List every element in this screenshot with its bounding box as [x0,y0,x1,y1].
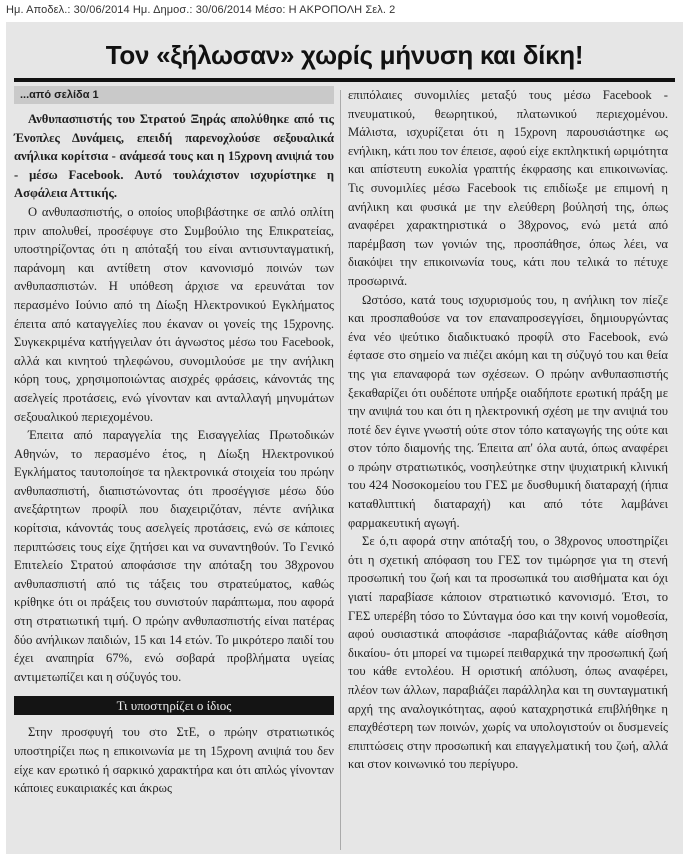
body-paragraph: Έπειτα από παραγγελία της Εισαγγελίας Πρωτοδικών Αθηνών, το περασμένο έτος, η Δίωξη Ηλεκτρονικού Εγκλήματος ταυτοποίησε τα ηλεκτρονικά στοιχεία του πρώην ανθυπασπιστή, διαπιστώνοντας ότι προσέγγισε μέσω δύο ανεξάρτητων προφίλ που διαχειριζόταν, πέντε ανήλικα κορίτσια, κάνοντάς τους ασελγείς προτάσεις, ενώ σε κάποιες περιπτώσεις τους είχε ζητήσει και να συναντηθούν. Το Γενικό Επιτελείο Στρατού αποφάσισε την απόταξη του 38χρονου ανθυπασπιστή από τις τάξεις του στρατεύματος, καθώς κρίθηκε ότι οι πράξεις του συνιστούν παράπτωμα, που αφορά στη στρατιωτική τιμή. Ο πρώην ανθυπασπιστής είναι πατέρας δύο ανήλικων παιδιών, 15 και 14 ετών. Το μικρότερο παιδί του έχει αναπηρία 67%, ενώ σοβαρά προβλήματα υγείας αντιμετωπίζει και η σύζυγός του. [14,428,334,684]
body-paragraph: Ο ανθυπασπιστής, ο οποίος υποβιβάστηκε σε απλό οπλίτη πριν απολυθεί, προσέφυγε στο Συμβούλιο της Επικρατείας, υποστηρίζοντας ότι η απόταξή του είναι αντισυνταγματική, παράνομη και αντίθετη στον κανονισμό ποινών των ανθυπασπιστών. Η υπόθεση άρχισε να ερευνάται τον περασμένο Ιούνιο από τη Δίωξη Ηλεκτρονικού Εγκλήματος έπειτα από καταγγελίες που έκαναν οι γονείς της 15χρονης. Συγκεκριμένα κατήγγειλαν ότι άγνωστος μέσω του Facebook, αλλά και κινητού τηλεφώνου, συνομιλούσε με την ανήλικη κόρη τους, χρησιμοποιώντας αισχρές φράσεις, κάνοντάς της ασελγείς προτάσεις, ενώ γίνονταν και ανταλλαγή μηνυμάτων σεξουαλικού περιεχομένου. [14,204,334,424]
section-subheading: Τι υποστηρίζει ο ίδιος [14,696,334,715]
column-divider [340,90,341,850]
article-title: Τον «ξήλωσαν» χωρίς μήνυση και δίκη! [105,40,584,70]
continued-from-label: ...από σελίδα 1 [14,86,334,104]
title-rule [14,78,675,82]
article-lead: Ανθυπασπιστής του Στρατού Ξηράς απολύθηκε από τις Ένοπλες Δυνάμεις, επειδή παρενοχλούσε σεξουαλικά ανήλικα κορίτσια - ανάμεσά τους και η 15χρονη ανιψιά του - μέσω Facebook. Αυτό τουλάχιστον ισχυρίστηκε η Ασφάλεια Αττικής. [14,112,334,201]
right-column [348,86,668,774]
body-paragraph: Ωστόσο, κατά τους ισχυρισμούς του, η ανήλικη τον πίεζε και προσπαθούσε να τον επαναπροσεγγίσει, δημιουργώντας ένα νέο ψεύτικο διαδικτυακό προφίλ στο Facebook, ενώ έφτασε στο σημείο να πιέζει ακόμη και τη σύζυγό του και θεία της για επαναφορά των σχέσεων. Ο πρώην ανθυπασπιστής ξεκαθαρίζει ότι ουδέποτε υπήρξε οιαδήποτε ερωτική πράξη με την ανιψιά του και ότι η ηλεκτρονική σχέση με την ανιψιά του ποτέ δεν έγινε γνωστή ούτε στον τόπο καταγωγής της ούτε και στον τόπο διαμονής της. Έπειτα απ' όλα αυτά, όπως αναφέρει ο πρώην στρατιωτικός, νοσηλεύτηκε στην ψυχιατρική κλινική του 424 Νοσοκομείου του ΓΕΣ με δυσθυμική διαταραχή (ήπια καταθλιπτική διαταραχή) και από τότε λαμβάνει φαρμακευτική αγωγή. [348,292,668,530]
newspaper-clipping [6,22,683,854]
body-paragraph: επιπόλαιες συνομιλίες μεταξύ τους μέσω Facebook - πνευματικού, θεωρητικού, πλατωνικού περιεχομένου. Μάλιστα, ισχυρίζεται ότι η 15χρονη παρουσιάστηκε ως ενήλικη, κάτι που τον έπεισε, αφού είχε εκπληκτική ωριμότητα και απίστευτη ευκολία γραπτής έκφρασης και επικοινωνίας. Τις συνομιλίες μέσω Facebook τις επιδίωξε με επιμονή η ανήλικη και φυσικά με την ελεύθερη βούλησή της, όπως αναφέρει χαρακτηριστικά ο 38χρονος, ενώ μετά από παρέμβαση των γονιών της, προσπάθησε, όπως λέει, να διακόψει την επικοινωνία τους, κάτι που τελικά το πέτυχε προσωρινά. [348,88,668,288]
left-column [14,86,334,798]
body-paragraph: Σε ό,τι αφορά στην απόταξή του, ο 38χρονος υποστηρίζει ότι η σχετική απόφαση του ΓΕΣ τον τιμώρησε για τη στενή προσωπική του ζωή και τα προσωπικά του αισθήματα και όχι γιατί παραβίασε κάποιον στρατιωτικό κανονισμό. Έτσι, το ΓΕΣ υπερέβη τόσο το Σύνταγμα όσο και την κοινή νομοθεσία, αφού ουσιαστικά αποφάσισε -παραβιάζοντας κάθε αίσθηση δικαίου- ότι μπορεί να τιμωρεί πειθαρχικά την προσωπική ζωή του κάθε εντολέου. Η οριστική απόλυση, όπως αναφέρει, πλέον των άλλων, παραβιάζει παράλληλα και τη συνταγματική αρχή της αναλογικότητας, αφού καταχρηστικά επιβλήθηκε η επαχθέστερη των ποινών, χωρίς να υπολογιστούν οι δυσμενείς επιπτώσεις στην προσωπική και επαγγελματική του ζωή, αλλά και στον κοινωνικό του περίγυρο. [348,534,668,772]
clipping-meta-header: Ημ. Αποδελ.: 30/06/2014 Ημ. Δημοσ.: 30/06/2014 Μέσο: Η ΑΚΡΟΠΟΛΗ Σελ. 2 [6,4,396,16]
body-paragraph: Στην προσφυγή του στο ΣτΕ, ο πρώην στρατιωτικός υποστηρίζει πως η επικοινωνία με τη 15χρονη ανιψιά του δεν είχε καν ερωτικό ή σαρκικό χαρακτήρα και ότι απλώς γίνονταν κάποιες ευκαιριακές και άκρως [14,725,334,796]
